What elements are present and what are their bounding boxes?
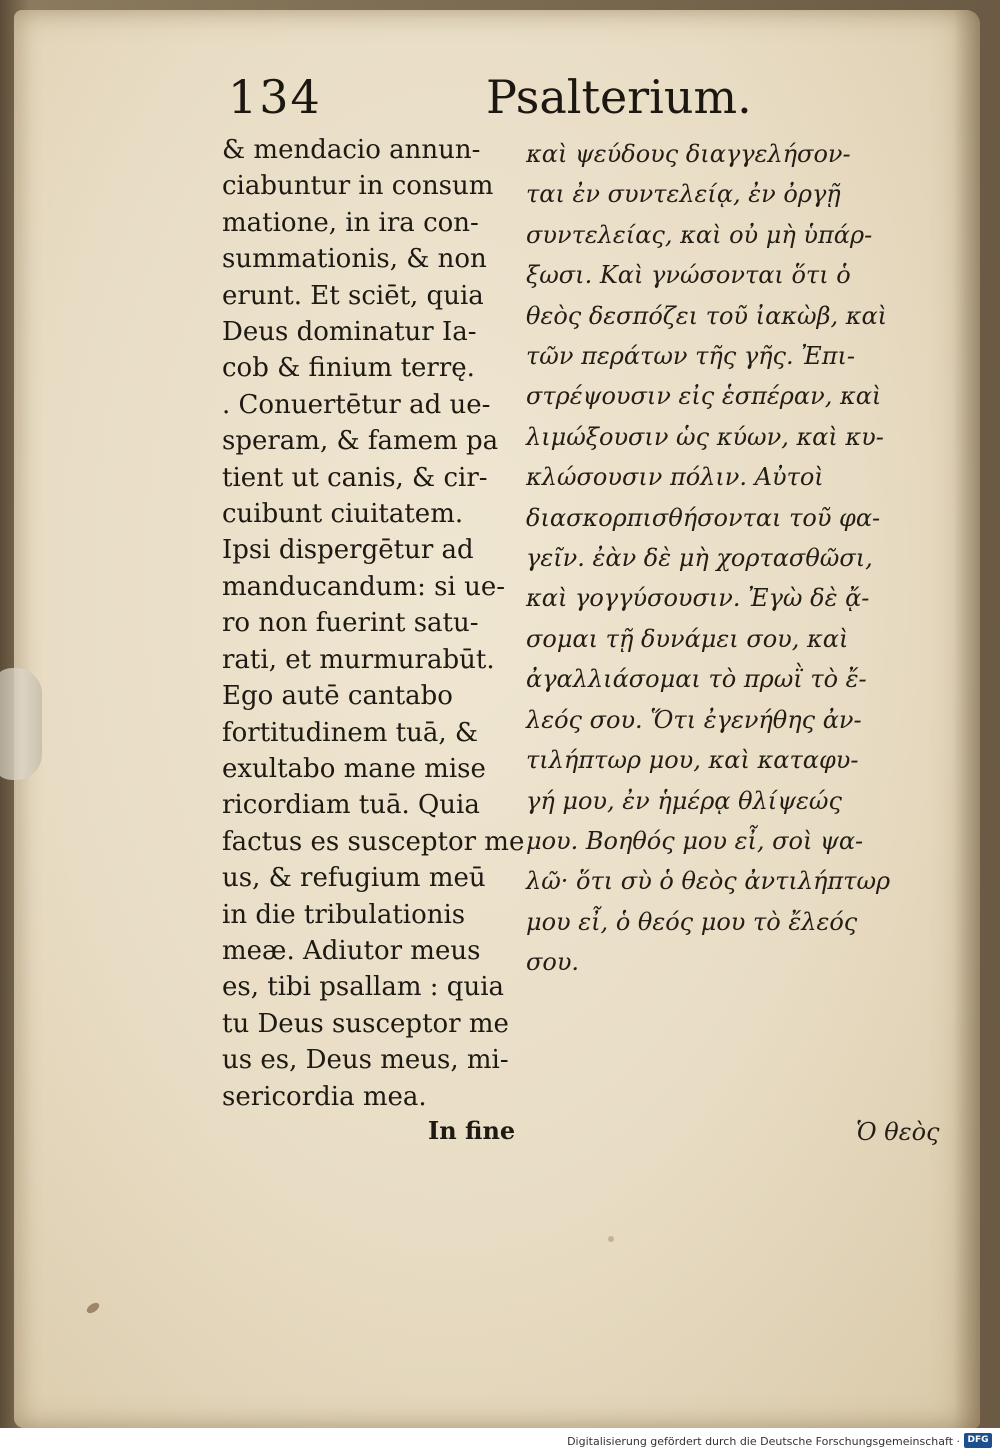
text-line: γεῖν. ἐὰν δὲ μὴ χορτασθῶσι, (526, 544, 873, 573)
text-line: συντελείας, καὶ οὐ μὴ ὑπάρ- (526, 220, 873, 249)
text-line: γή μου, ἐν ἡμέρᾳ θλίψεώς (526, 786, 842, 815)
text-line: exultabo mane mise (222, 753, 486, 784)
text-line: us, & refugium meū (222, 863, 486, 894)
text-line: in die tribulationis (222, 899, 466, 930)
text-line: μου. Βοηθός μου εἶ, σοὶ ψα- (526, 826, 864, 855)
latin-column (222, 132, 525, 1115)
text-line: τιλήπτωρ μου, καὶ καταφυ- (526, 746, 859, 775)
text-line: λῶ· ὅτι σὺ ὁ θεὸς ἀντιλήπτωρ (526, 867, 891, 896)
dfg-logo: DFG (964, 1433, 992, 1448)
text-line: speram, & famem pa (222, 426, 499, 457)
text-line: meæ. Adiutor meus (222, 935, 481, 966)
text-line: tient ut canis, & cir- (222, 462, 488, 493)
text-line: & mendacio annun- (222, 135, 481, 165)
text-line: es, tibi psallam : quia (222, 972, 505, 1003)
text-line: . Conuertētur ad ue- (222, 389, 491, 420)
text-line: ricordiam tuā. Quia (222, 790, 480, 821)
text-line: summationis, & non (222, 244, 487, 275)
text-line: factus es susceptor me (222, 826, 525, 857)
text-line: σου. (526, 948, 580, 977)
text-line: κλώσουσιν πόλιν. Αὐτοὶ (526, 463, 824, 492)
text-line: ἀγαλλιάσομαι τὸ πρωῒ τὸ ἔ- (526, 665, 867, 694)
text-line: ciabuntur in consum (222, 171, 494, 202)
text-line: sericordia mea. (222, 1081, 427, 1112)
text-line: us es, Deus meus, mi- (222, 1045, 509, 1076)
text-line: fortitudinem tuā, & (222, 717, 479, 748)
text-line: manducandum: si ue- (222, 571, 506, 602)
running-title: Psalterium. (486, 70, 752, 124)
text-line: σομαι τῇ δυνάμει σου, καὶ (526, 624, 849, 653)
text-line: Ego autē cantabo (222, 681, 453, 712)
text-line: λεός σου. Ὅτι ἐγενήθης ἀν- (526, 705, 862, 734)
ink-blemish (608, 1236, 614, 1242)
text-line: ξωσι. Καὶ γνώσονται ὅτι ὁ (526, 261, 851, 290)
page-number: 134 (228, 70, 322, 124)
catchword-greek: Ὁ θεὸς (856, 1118, 940, 1146)
clip-mark (0, 668, 42, 780)
text-line: καὶ ψεύδους διαγγελήσον- (526, 140, 851, 168)
catchword-latin: In fine (428, 1116, 516, 1145)
page-edge-shadow (954, 10, 980, 1428)
text-line: τῶν περάτων τῆς γῆς. Ἐπι- (526, 342, 856, 371)
text-line: στρέψουσιν εἰς ἑσπέραν, καὶ (526, 382, 882, 411)
text-line: ται ἐν συντελείᾳ, ἐν ὀργῇ (526, 180, 841, 209)
text-line: matione, in ira con- (222, 207, 479, 238)
text-line: cuibunt ciuitatem. (222, 499, 464, 530)
text-line: tu Deus susceptor me (222, 1008, 509, 1039)
text-line: μου εἶ, ὁ θεός μου τὸ ἔλεός (526, 907, 858, 936)
text-line: erunt. Et sciēt, quia (222, 280, 484, 311)
text-line: λιμώξουσιν ὡς κύων, καὶ κυ- (526, 422, 884, 451)
text-line: rati, et murmurabūt. (222, 644, 495, 675)
page-header (228, 70, 752, 130)
footer-credit: Digitalisierung gefördert durch die Deutsche Forschungsgemeinschaft · (567, 1435, 960, 1448)
greek-column (526, 134, 946, 983)
text-line: διασκορπισθήσονται τοῦ φα- (526, 503, 881, 532)
text-line: Ipsi dispergētur ad (222, 535, 474, 566)
text-line: ro non fuerint satu- (222, 608, 479, 639)
text-line: καὶ γογγύσουσιν. Ἐγὼ δὲ ᾄ- (526, 584, 870, 613)
text-line: Deus dominatur Ia- (222, 317, 477, 348)
text-line: cob & finium terrę. (222, 353, 475, 384)
text-line: θεὸς δεσπόζει τοῦ ἰακὼβ, καὶ (526, 301, 888, 330)
